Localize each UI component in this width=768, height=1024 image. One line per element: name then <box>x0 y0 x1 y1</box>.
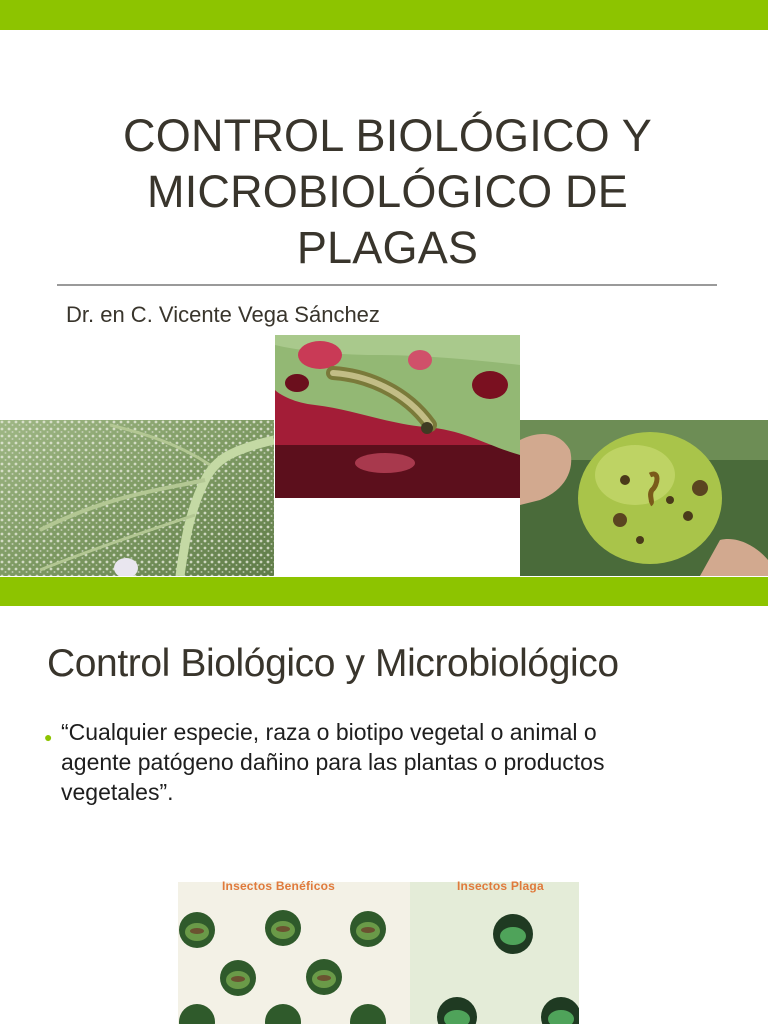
tomato-photo <box>520 420 768 576</box>
caterpillar-photo <box>275 335 520 498</box>
top-accent-bar <box>0 0 768 30</box>
slide-title-line-2: MICROBIOLÓGICO DE <box>147 166 628 217</box>
pest-insect-markers <box>437 914 579 1024</box>
beneficial-insect-markers <box>179 910 386 1024</box>
slide-title-line-1: CONTROL BIOLÓGICO Y <box>123 110 652 161</box>
bullet-line-2: agente patógeno dañino para las plantas o productos <box>61 749 605 775</box>
slide-title-line-3: PLAGAS <box>296 222 479 273</box>
pest-insects-label: Insectos Plaga <box>457 879 544 893</box>
beneficial-insects-label: Insectos Benéficos <box>222 879 335 893</box>
bullet-icon: ● <box>44 729 53 745</box>
leaf-pest-photo <box>0 420 274 576</box>
bullet-line-1: “Cualquier especie, raza o biotipo vegetal o animal o <box>61 719 597 745</box>
bullet-line-3: vegetales”. <box>61 779 174 805</box>
title-divider <box>57 284 717 286</box>
author-subtitle: Dr. en C. Vicente Vega Sánchez <box>66 302 380 327</box>
slide-title <box>60 108 715 276</box>
beneficial-insects-panel <box>178 882 410 1024</box>
pest-insects-panel <box>410 882 579 1024</box>
definition-bullet <box>61 717 711 807</box>
section-title: Control Biológico y Microbiológico <box>47 642 619 685</box>
section-divider-bar <box>0 577 768 606</box>
